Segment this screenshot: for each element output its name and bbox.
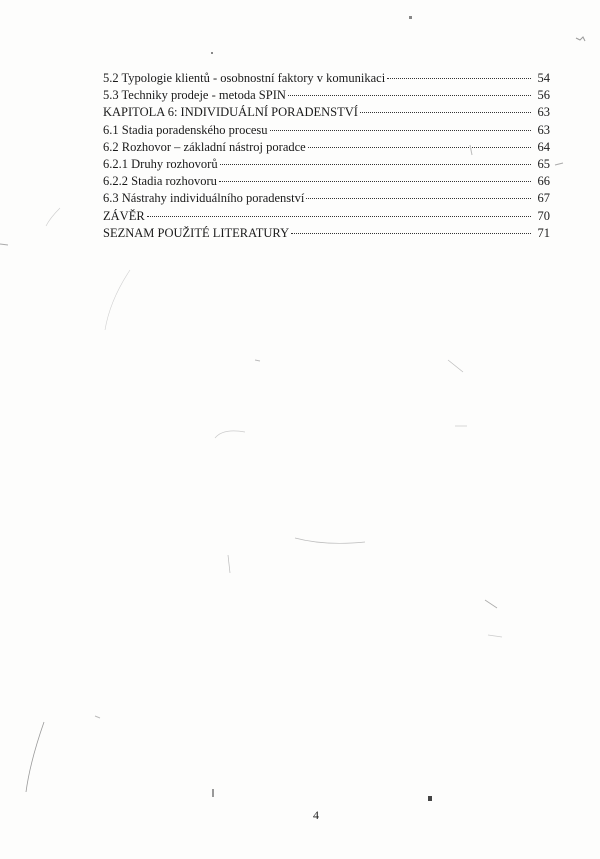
toc-entry-page: 54	[537, 71, 550, 85]
toc-dot-leader	[147, 204, 531, 217]
toc-entry-title: 6.1 Stadia poradenského procesu	[103, 122, 268, 137]
toc-entry-title: 6.3 Nástrahy individuálního poradenství	[103, 191, 305, 206]
toc-entry	[103, 224, 550, 241]
toc-dot-leader	[308, 135, 531, 148]
toc-entry-page: 63	[537, 105, 550, 120]
toc-entry-title: 6.2.1 Druhy rozhovorů	[103, 156, 218, 171]
toc-entry-page: 71	[537, 225, 550, 240]
toc-dot-leader	[270, 118, 531, 131]
toc-entry-title: 6.2 Rozhovor – základní nástroj poradce	[103, 139, 306, 154]
toc-dot-leader	[291, 221, 531, 234]
toc-dot-leader	[219, 169, 531, 182]
toc-entry-title: 5.2 Typologie klientů - osobnostní faktory v komunikaci	[103, 71, 386, 85]
page-number: 4	[313, 808, 319, 822]
toc-entry-title: ZÁVĚR	[103, 208, 145, 223]
toc-entry-title: SEZNAM POUŽITÉ LITERATURY	[103, 225, 290, 240]
table-of-contents	[103, 69, 550, 241]
toc-entry-title: 5.3 Techniky prodeje - metoda SPIN	[103, 88, 286, 103]
toc-entry-title: 6.2.2 Stadia rozhovoru	[103, 174, 217, 189]
toc-dot-leader	[360, 100, 531, 113]
toc-dot-leader	[220, 152, 531, 165]
toc-entry-page: 65	[537, 156, 550, 171]
toc-entry-page: 64	[537, 139, 550, 154]
scan-speck	[428, 796, 432, 801]
scan-speck	[409, 16, 412, 19]
toc-entry-page: 70	[537, 208, 550, 223]
scan-speck	[211, 52, 213, 54]
toc-entry-page: 56	[537, 88, 550, 103]
toc-entry-page: 63	[537, 122, 550, 137]
toc-dot-leader	[288, 83, 531, 96]
toc-entry-page: 67	[537, 191, 550, 206]
scan-speck	[212, 789, 214, 797]
toc-dot-leader	[387, 66, 531, 79]
toc-entry-page: 66	[537, 174, 550, 189]
toc-entry-title: KAPITOLA 6: INDIVIDUÁLNÍ PORADENSTVÍ	[103, 105, 358, 120]
toc-dot-leader	[306, 186, 531, 199]
